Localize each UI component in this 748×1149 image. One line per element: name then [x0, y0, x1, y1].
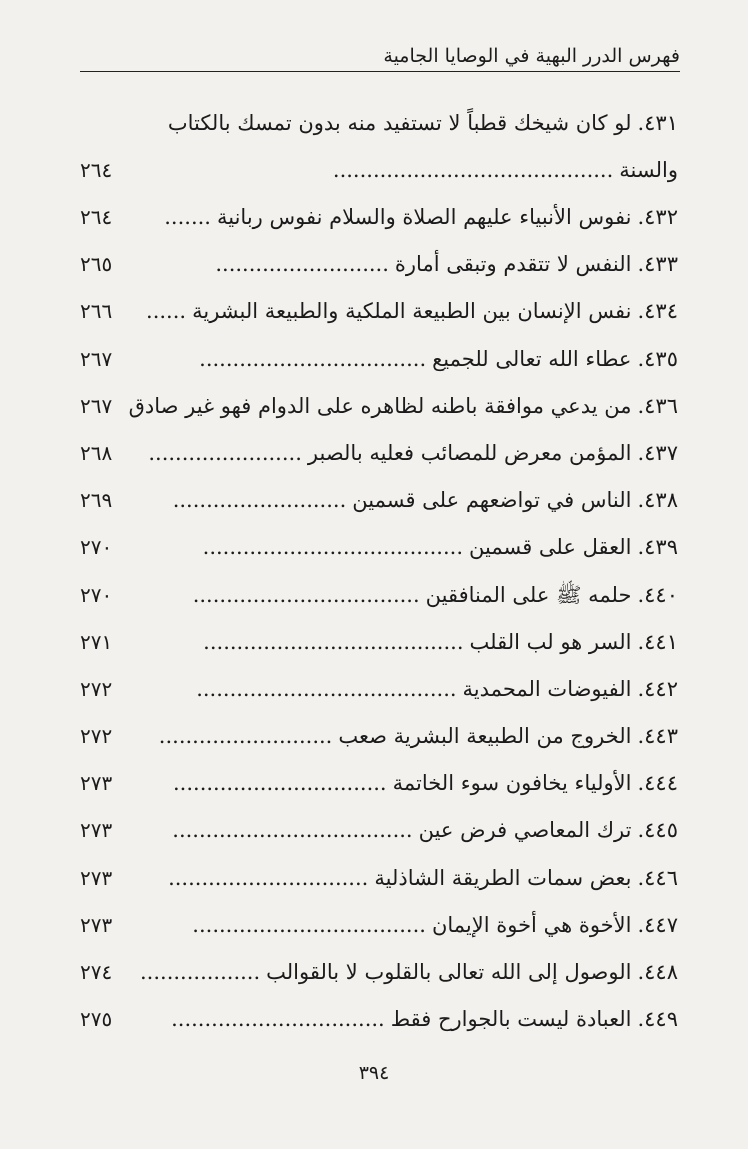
toc-entry-title: الأخوة هي أخوة الإيمان — [431, 912, 632, 937]
toc-entry-number: ٤٤٠. — [637, 582, 678, 607]
toc-entry — [80, 671, 678, 718]
toc-entry — [80, 907, 678, 954]
toc-entry-line — [80, 199, 678, 235]
running-header — [80, 42, 680, 70]
toc-entry-title: نفوس الأنبياء عليهم الصلاة والسلام نفوس ربانية — [216, 205, 632, 229]
toc-entry-number: ٤٣٢. — [637, 205, 678, 229]
toc-entry-title: المؤمن معرض للمصائب فعليه بالصبر — [307, 440, 632, 465]
toc-leader-dots: ................................... — [192, 912, 426, 937]
toc-entry-number: ٤٤٨. — [637, 960, 678, 984]
toc-entry-page: ٢٧٠ — [80, 582, 113, 607]
toc-entry-title: الخروج من الطبيعة البشرية صعب — [338, 724, 632, 749]
toc-entry-number: ٤٤٦. — [637, 865, 678, 890]
toc-entry-title: العبادة ليست بالجوارح فقط — [390, 1007, 632, 1032]
toc-entry-title: حلمه ﷺ على المنافقين — [425, 582, 632, 607]
toc-entry-title: بعض سمات الطريقة الشاذلية — [374, 865, 632, 890]
toc-leader-dots: .......................... — [158, 724, 333, 749]
toc-entry — [80, 860, 678, 907]
toc-entry-page: ٢٧٣ — [80, 865, 113, 890]
toc-entry-line — [80, 152, 678, 188]
toc-entry-title: من يدعي موافقة باطنه لظاهره على الدوام فهو غير صادق — [128, 393, 632, 418]
toc-entry — [80, 577, 678, 624]
toc-entry-title: ترك المعاصي فرض عين — [418, 818, 632, 843]
toc-entry — [80, 812, 678, 859]
toc-entry-number: ٤٤٥. — [637, 818, 678, 843]
toc-entry-page: ٢٧٠ — [80, 535, 113, 560]
toc-entry — [80, 293, 678, 340]
toc-entry-line — [80, 812, 678, 848]
toc-entry-number: ٤٣٩. — [637, 535, 678, 560]
toc-entry-page: ٢٧٣ — [80, 771, 113, 796]
toc-entry-number: ٤٣٣. — [637, 252, 678, 277]
toc-leader-dots: ................................ — [171, 1007, 385, 1032]
toc-leader-dots: .......................................... — [332, 158, 614, 182]
toc-entry-number: ٤٣٨. — [637, 488, 678, 513]
toc-entry — [80, 388, 678, 435]
toc-entry-number: ٤٣٧. — [637, 440, 678, 465]
toc-entry — [80, 624, 678, 671]
toc-entry-number: ٤٤٩. — [637, 1007, 678, 1032]
toc-entry-number: ٤٤١. — [637, 629, 678, 654]
toc-entry-title: العقل على قسمين — [469, 535, 632, 560]
toc-entry — [80, 718, 678, 765]
toc-entry — [80, 105, 678, 199]
toc-entry-line — [80, 1001, 678, 1037]
toc-entry — [80, 199, 678, 246]
toc-leader-dots: ................................ — [173, 771, 387, 796]
toc-entry-line — [80, 765, 678, 801]
toc-entry — [80, 1001, 678, 1048]
toc-leader-dots: .......................... — [172, 488, 347, 513]
toc-entry-line — [80, 624, 678, 660]
toc-entry-line — [80, 860, 678, 896]
toc-entry — [80, 246, 678, 293]
header-title: فهرس الدرر البهية في الوصايا الجامية — [383, 45, 680, 67]
toc-entry-number: ٤٣٤. — [637, 299, 678, 324]
toc-entry-line — [80, 671, 678, 707]
toc-entry-page: ٢٧١ — [80, 629, 113, 654]
toc-entry-line — [80, 105, 678, 141]
toc-leader-dots: .................................. — [199, 346, 427, 371]
toc-entry — [80, 435, 678, 482]
toc-entry-line — [80, 954, 678, 990]
toc-entry-page: ٢٦٥ — [80, 252, 113, 277]
toc-entry — [80, 482, 678, 529]
toc-entry-page: ٢٧٣ — [80, 912, 113, 937]
toc-entry-page: ٢٦٩ — [80, 488, 113, 513]
toc-entry-line — [80, 435, 678, 471]
toc-entry-line — [80, 907, 678, 943]
toc-entry-title: الناس في تواضعهم على قسمين — [352, 488, 632, 513]
toc-entry — [80, 529, 678, 576]
toc-entry-title: لو كان شيخك قطباً لا تستفيد منه بدون تمسك بالكتاب — [167, 111, 632, 135]
toc-entry-line — [80, 577, 678, 613]
table-of-contents — [80, 105, 678, 1048]
toc-leader-dots: ....................... — [148, 440, 302, 465]
toc-entry-title: النفس لا تتقدم وتبقى أمارة — [394, 252, 632, 277]
toc-entry-page: ٢٧٥ — [80, 1007, 113, 1032]
toc-leader-dots: .................................... — [172, 818, 413, 843]
toc-entry-page: ٢٦٨ — [80, 440, 113, 465]
page-number: ٣٩٤ — [358, 1062, 390, 1084]
toc-entry-page: ٢٧٤ — [80, 960, 113, 984]
toc-entry-title-continued: والسنة — [619, 158, 678, 182]
toc-entry-line — [80, 341, 678, 377]
toc-entry-number: ٤٤٢. — [637, 676, 678, 701]
toc-leader-dots: ....................................... — [202, 535, 463, 560]
toc-entry-title: نفس الإنسان بين الطبيعة الملكية والطبيعة البشرية — [192, 299, 632, 324]
toc-entry-title: الفيوضات المحمدية — [462, 676, 632, 701]
toc-entry-page: ٢٦٧ — [80, 346, 113, 371]
toc-entry-line — [80, 246, 678, 282]
toc-entry-number: ٤٤٧. — [637, 912, 678, 937]
toc-entry-line — [80, 293, 678, 329]
toc-entry-line — [80, 529, 678, 565]
toc-entry-title: الوصول إلى الله تعالى بالقلوب لا بالقوالب — [266, 960, 632, 984]
toc-entry-number: ٤٤٣. — [637, 724, 678, 749]
toc-entry-title: عطاء الله تعالى للجميع — [432, 346, 632, 371]
toc-entry-page: ٢٦٦ — [80, 299, 113, 324]
toc-leader-dots: .......................... — [215, 252, 389, 277]
toc-entry-number: ٤٣١. — [637, 111, 678, 135]
toc-leader-dots: ....... — [164, 205, 211, 229]
toc-entry-number: ٤٤٤. — [637, 771, 678, 796]
toc-leader-dots: .................................. — [192, 582, 420, 607]
toc-entry — [80, 341, 678, 388]
toc-entry-page: ٢٦٤ — [80, 205, 113, 229]
toc-entry-number: ٤٣٦. — [637, 393, 678, 418]
toc-entry-line — [80, 482, 678, 518]
toc-entry-line — [80, 388, 678, 424]
header-rule — [80, 71, 680, 72]
toc-entry-title: الأولياء يخافون سوء الخاتمة — [392, 771, 632, 796]
toc-entry-page: ٢٧٢ — [80, 724, 113, 749]
toc-entry — [80, 765, 678, 812]
toc-entry-line — [80, 718, 678, 754]
toc-entry-title: السر هو لب القلب — [469, 629, 632, 654]
toc-leader-dots: ....................................... — [196, 676, 457, 701]
toc-entry-page: ٢٦٤ — [80, 158, 113, 182]
toc-entry — [80, 954, 678, 1001]
toc-leader-dots: ....................................... — [203, 629, 464, 654]
toc-entry-number: ٤٣٥. — [637, 346, 678, 371]
toc-leader-dots: .............................. — [168, 865, 369, 890]
toc-entry-page: ٢٦٧ — [80, 393, 113, 418]
toc-entry-page: ٢٧٣ — [80, 818, 113, 843]
toc-entry-page: ٢٧٢ — [80, 676, 113, 701]
toc-leader-dots: ...... — [146, 299, 187, 324]
toc-leader-dots: .................. — [140, 960, 261, 984]
